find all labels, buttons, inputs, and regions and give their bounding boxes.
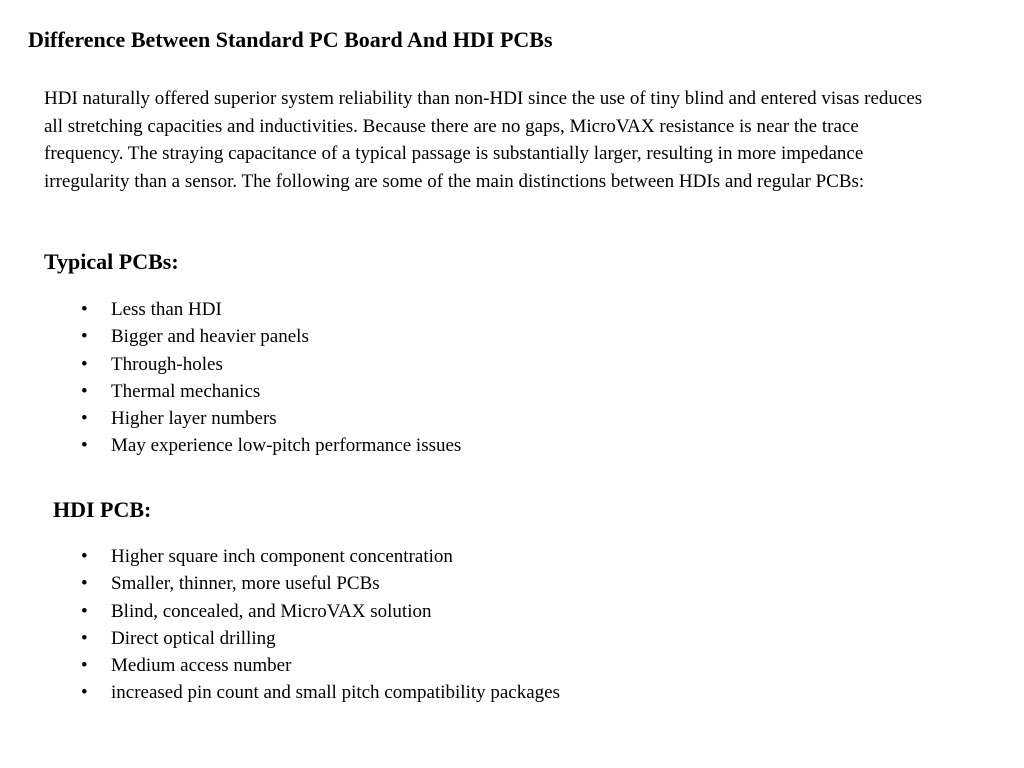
list-item bbox=[0, 598, 560, 625]
bullet-icon: • bbox=[81, 682, 88, 704]
list-item-text: Smaller, thinner, more useful PCBs bbox=[111, 573, 380, 595]
bullet-icon: • bbox=[81, 546, 88, 567]
bullet-icon: • bbox=[81, 655, 88, 677]
list-item-text: Higher square inch component concentration bbox=[111, 546, 453, 567]
bullet-icon: • bbox=[81, 627, 88, 649]
list-item-text: Direct optical drilling bbox=[111, 627, 276, 649]
list-item-text: Through-holes bbox=[111, 353, 223, 375]
list-item bbox=[0, 351, 461, 378]
hdi-pcb-heading: HDI PCB: bbox=[53, 497, 152, 522]
list-item bbox=[0, 625, 560, 652]
bullet-icon: • bbox=[81, 573, 88, 595]
hdi-pcb-list bbox=[0, 543, 560, 707]
list-item-text: Less than HDI bbox=[111, 299, 222, 320]
list-item bbox=[0, 570, 560, 597]
list-item-text: increased pin count and small pitch compatibility packages bbox=[111, 682, 561, 704]
bullet-icon: • bbox=[81, 408, 88, 430]
list-item bbox=[0, 405, 461, 432]
bullet-icon: • bbox=[81, 353, 88, 375]
bullet-icon: • bbox=[81, 380, 88, 402]
typical-pcbs-heading: Typical PCBs: bbox=[44, 249, 179, 274]
list-item bbox=[0, 543, 560, 570]
typical-pcbs-list bbox=[0, 296, 461, 460]
list-item bbox=[0, 378, 461, 405]
list-item bbox=[0, 323, 461, 350]
list-item-text: Higher layer numbers bbox=[111, 408, 277, 430]
page-title: Difference Between Standard PC Board And HDI PCBs bbox=[28, 27, 553, 52]
list-item-text: May experience low-pitch performance issues bbox=[111, 435, 462, 457]
bullet-icon: • bbox=[81, 435, 88, 457]
bullet-icon: • bbox=[81, 600, 88, 622]
bullet-icon: • bbox=[81, 326, 88, 348]
list-item bbox=[0, 432, 461, 459]
list-item bbox=[0, 679, 560, 706]
list-item-text: Blind, concealed, and MicroVAX solution bbox=[111, 600, 432, 622]
list-item bbox=[0, 652, 560, 679]
intro-paragraph: HDI naturally offered superior system reliability than non-HDI since the use of tiny blind and entered visas reduces all stretching capacities and inductivities. Because there are no gaps, MicroVAX resistance is near the trace frequency. The straying capacitance of a typical passage is substantially larger, resulting in more impedance irregularity than a sensor. The following are some of the main distinctions between HDIs and regular PCBs: bbox=[44, 88, 923, 192]
list-item bbox=[0, 296, 461, 323]
list-item-text: Thermal mechanics bbox=[111, 380, 261, 402]
bullet-icon: • bbox=[81, 299, 88, 320]
list-item-text: Bigger and heavier panels bbox=[111, 326, 309, 348]
list-item-text: Medium access number bbox=[111, 655, 292, 677]
